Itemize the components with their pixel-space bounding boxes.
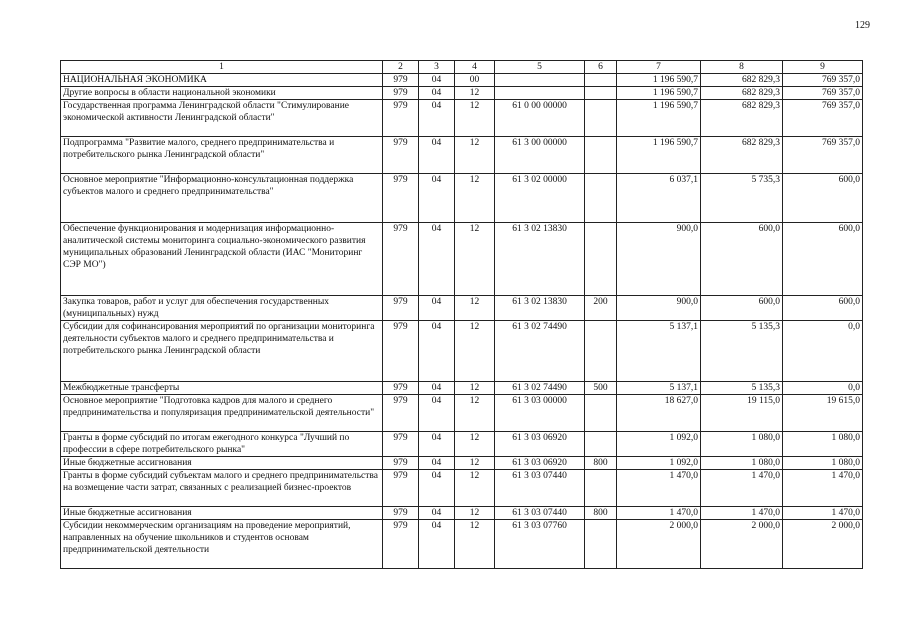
subsection-cell: 12: [455, 223, 495, 296]
grbs-cell: 979: [383, 395, 419, 432]
table-row: [61, 74, 863, 87]
grbs-cell: 979: [383, 174, 419, 223]
subsection-cell: 12: [455, 432, 495, 457]
subsection-cell: 12: [455, 321, 495, 382]
section-cell: 04: [419, 470, 455, 507]
expense-type-cell: [585, 395, 617, 432]
header-cell: 7: [617, 61, 701, 74]
amount-year1-cell: 5 137,1: [617, 382, 701, 395]
subsection-cell: 12: [455, 100, 495, 137]
row-name-cell: Субсидии некоммерческим организациям на проведение мероприятий, направленных на обучение школьников и студентов основам предпринимательской деятельности: [61, 520, 383, 569]
subsection-cell: 12: [455, 457, 495, 470]
section-cell: 04: [419, 382, 455, 395]
amount-year2-cell: 682 829,3: [701, 74, 783, 87]
grbs-cell: 979: [383, 457, 419, 470]
header-cell: 9: [783, 61, 863, 74]
header-cell: 2: [383, 61, 419, 74]
amount-year3-cell: 769 357,0: [783, 137, 863, 174]
section-cell: 04: [419, 137, 455, 174]
table-row: [61, 321, 863, 382]
section-cell: 04: [419, 395, 455, 432]
amount-year3-cell: 19 615,0: [783, 395, 863, 432]
expense-type-cell: [585, 432, 617, 457]
row-name-cell: Обеспечение функционирования и модернизация информационно-аналитической системы мониторинга социально-экономического развития муниципальных образований Ленинградской области (ИАС "Мониторинг СЭР МО"): [61, 223, 383, 296]
amount-year3-cell: 769 357,0: [783, 87, 863, 100]
amount-year2-cell: 5 735,3: [701, 174, 783, 223]
table-row: [61, 87, 863, 100]
amount-year1-cell: 1 470,0: [617, 470, 701, 507]
expense-type-cell: [585, 174, 617, 223]
amount-year1-cell: 1 196 590,7: [617, 74, 701, 87]
expense-type-cell: 800: [585, 457, 617, 470]
header-row: [61, 61, 863, 74]
grbs-cell: 979: [383, 87, 419, 100]
row-name-cell: Основное мероприятие "Подготовка кадров для малого и среднего предпринимательства и популяризация предпринимательской деятельности": [61, 395, 383, 432]
amount-year1-cell: 1 092,0: [617, 432, 701, 457]
header-cell: 4: [455, 61, 495, 74]
subsection-cell: 12: [455, 520, 495, 569]
amount-year3-cell: 0,0: [783, 321, 863, 382]
row-name-cell: Другие вопросы в области национальной экономики: [61, 87, 383, 100]
expense-type-cell: [585, 321, 617, 382]
row-name-cell: Субсидии для софинансирования мероприятий по организации мониторинга деятельности субъектов малого и среднего предпринимательства и потребительского рынка Ленинградской области: [61, 321, 383, 382]
expense-type-cell: 200: [585, 296, 617, 321]
target-article-cell: 61 3 00 00000: [495, 137, 585, 174]
table-row: [61, 100, 863, 137]
header-cell: 3: [419, 61, 455, 74]
grbs-cell: 979: [383, 223, 419, 296]
table-row: [61, 174, 863, 223]
expense-type-cell: [585, 520, 617, 569]
table-row: [61, 507, 863, 520]
target-article-cell: 61 3 03 07440: [495, 470, 585, 507]
row-name-cell: Гранты в форме субсидий по итогам ежегодного конкурса "Лучший по профессии в сфере потребительского рынка": [61, 432, 383, 457]
row-name-cell: Гранты в форме субсидий субъектам малого и среднего предпринимательства на возмещение части затрат, связанных с реализацией бизнес-проектов: [61, 470, 383, 507]
amount-year3-cell: 2 000,0: [783, 520, 863, 569]
amount-year1-cell: 1 092,0: [617, 457, 701, 470]
section-cell: 04: [419, 87, 455, 100]
amount-year1-cell: 1 196 590,7: [617, 137, 701, 174]
grbs-cell: 979: [383, 507, 419, 520]
amount-year1-cell: 5 137,1: [617, 321, 701, 382]
grbs-cell: 979: [383, 382, 419, 395]
expense-type-cell: 800: [585, 507, 617, 520]
target-article-cell: 61 3 03 06920: [495, 432, 585, 457]
subsection-cell: 12: [455, 470, 495, 507]
row-name-cell: Основное мероприятие "Информационно-консультационная поддержка субъектов малого и среднего предпринимательства": [61, 174, 383, 223]
target-article-cell: [495, 87, 585, 100]
table-row: [61, 520, 863, 569]
amount-year2-cell: 1 470,0: [701, 507, 783, 520]
amount-year3-cell: 600,0: [783, 223, 863, 296]
amount-year3-cell: 1 080,0: [783, 457, 863, 470]
section-cell: 04: [419, 520, 455, 569]
section-cell: 04: [419, 296, 455, 321]
amount-year2-cell: 1 080,0: [701, 432, 783, 457]
header-cell: 5: [495, 61, 585, 74]
table-row: [61, 382, 863, 395]
table-row: [61, 432, 863, 457]
amount-year2-cell: 19 115,0: [701, 395, 783, 432]
row-name-cell: Иные бюджетные ассигнования: [61, 457, 383, 470]
section-cell: 04: [419, 507, 455, 520]
row-name-cell: Иные бюджетные ассигнования: [61, 507, 383, 520]
amount-year3-cell: 1 470,0: [783, 470, 863, 507]
grbs-cell: 979: [383, 100, 419, 137]
page-number: 129: [855, 20, 870, 31]
table-row: [61, 137, 863, 174]
header-cell: 1: [61, 61, 383, 74]
target-article-cell: [495, 74, 585, 87]
subsection-cell: 12: [455, 87, 495, 100]
expense-type-cell: [585, 74, 617, 87]
section-cell: 04: [419, 174, 455, 223]
subsection-cell: 12: [455, 395, 495, 432]
amount-year1-cell: 2 000,0: [617, 520, 701, 569]
amount-year3-cell: 1 470,0: [783, 507, 863, 520]
section-cell: 04: [419, 432, 455, 457]
amount-year2-cell: 682 829,3: [701, 100, 783, 137]
amount-year3-cell: 769 357,0: [783, 100, 863, 137]
header-cell: 8: [701, 61, 783, 74]
target-article-cell: 61 3 02 74490: [495, 321, 585, 382]
amount-year1-cell: 900,0: [617, 296, 701, 321]
section-cell: 04: [419, 457, 455, 470]
amount-year3-cell: 600,0: [783, 296, 863, 321]
target-article-cell: 61 0 00 00000: [495, 100, 585, 137]
grbs-cell: 979: [383, 470, 419, 507]
row-name-cell: Межбюджетные трансферты: [61, 382, 383, 395]
subsection-cell: 12: [455, 296, 495, 321]
amount-year2-cell: 1 080,0: [701, 457, 783, 470]
grbs-cell: 979: [383, 74, 419, 87]
amount-year1-cell: 6 037,1: [617, 174, 701, 223]
table-row: [61, 223, 863, 296]
target-article-cell: 61 3 02 74490: [495, 382, 585, 395]
grbs-cell: 979: [383, 520, 419, 569]
expense-type-cell: [585, 470, 617, 507]
amount-year3-cell: 769 357,0: [783, 74, 863, 87]
target-article-cell: 61 3 02 00000: [495, 174, 585, 223]
amount-year1-cell: 18 627,0: [617, 395, 701, 432]
amount-year2-cell: 682 829,3: [701, 87, 783, 100]
subsection-cell: 12: [455, 382, 495, 395]
table-body: [61, 74, 863, 569]
grbs-cell: 979: [383, 296, 419, 321]
amount-year1-cell: 1 196 590,7: [617, 100, 701, 137]
amount-year1-cell: 900,0: [617, 223, 701, 296]
row-name-cell: Закупка товаров, работ и услуг для обеспечения государственных (муниципальных) нужд: [61, 296, 383, 321]
table-row: [61, 457, 863, 470]
section-cell: 04: [419, 223, 455, 296]
expense-type-cell: [585, 100, 617, 137]
grbs-cell: 979: [383, 137, 419, 174]
row-name-cell: Подпрограмма "Развитие малого, среднего предпринимательства и потребительского рынка Ленинградской области": [61, 137, 383, 174]
amount-year2-cell: 5 135,3: [701, 321, 783, 382]
expense-type-cell: [585, 137, 617, 174]
table-row: [61, 395, 863, 432]
amount-year2-cell: 5 135,3: [701, 382, 783, 395]
target-article-cell: 61 3 02 13830: [495, 223, 585, 296]
amount-year2-cell: 600,0: [701, 223, 783, 296]
amount-year2-cell: 600,0: [701, 296, 783, 321]
amount-year2-cell: 1 470,0: [701, 470, 783, 507]
target-article-cell: 61 3 03 06920: [495, 457, 585, 470]
table-row: [61, 296, 863, 321]
amount-year1-cell: 1 196 590,7: [617, 87, 701, 100]
section-cell: 04: [419, 100, 455, 137]
amount-year3-cell: 0,0: [783, 382, 863, 395]
subsection-cell: 00: [455, 74, 495, 87]
expense-type-cell: 500: [585, 382, 617, 395]
budget-table: [60, 60, 863, 569]
amount-year3-cell: 1 080,0: [783, 432, 863, 457]
amount-year3-cell: 600,0: [783, 174, 863, 223]
amount-year2-cell: 2 000,0: [701, 520, 783, 569]
target-article-cell: 61 3 03 07760: [495, 520, 585, 569]
section-cell: 04: [419, 74, 455, 87]
subsection-cell: 12: [455, 174, 495, 223]
section-cell: 04: [419, 321, 455, 382]
target-article-cell: 61 3 03 00000: [495, 395, 585, 432]
subsection-cell: 12: [455, 137, 495, 174]
subsection-cell: 12: [455, 507, 495, 520]
grbs-cell: 979: [383, 432, 419, 457]
expense-type-cell: [585, 87, 617, 100]
table-row: [61, 470, 863, 507]
grbs-cell: 979: [383, 321, 419, 382]
amount-year2-cell: 682 829,3: [701, 137, 783, 174]
target-article-cell: 61 3 03 07440: [495, 507, 585, 520]
row-name-cell: Государственная программа Ленинградской области "Стимулирование экономической активности Ленинградской области": [61, 100, 383, 137]
target-article-cell: 61 3 02 13830: [495, 296, 585, 321]
expense-type-cell: [585, 223, 617, 296]
header-cell: 6: [585, 61, 617, 74]
row-name-cell: НАЦИОНАЛЬНАЯ ЭКОНОМИКА: [61, 74, 383, 87]
amount-year1-cell: 1 470,0: [617, 507, 701, 520]
